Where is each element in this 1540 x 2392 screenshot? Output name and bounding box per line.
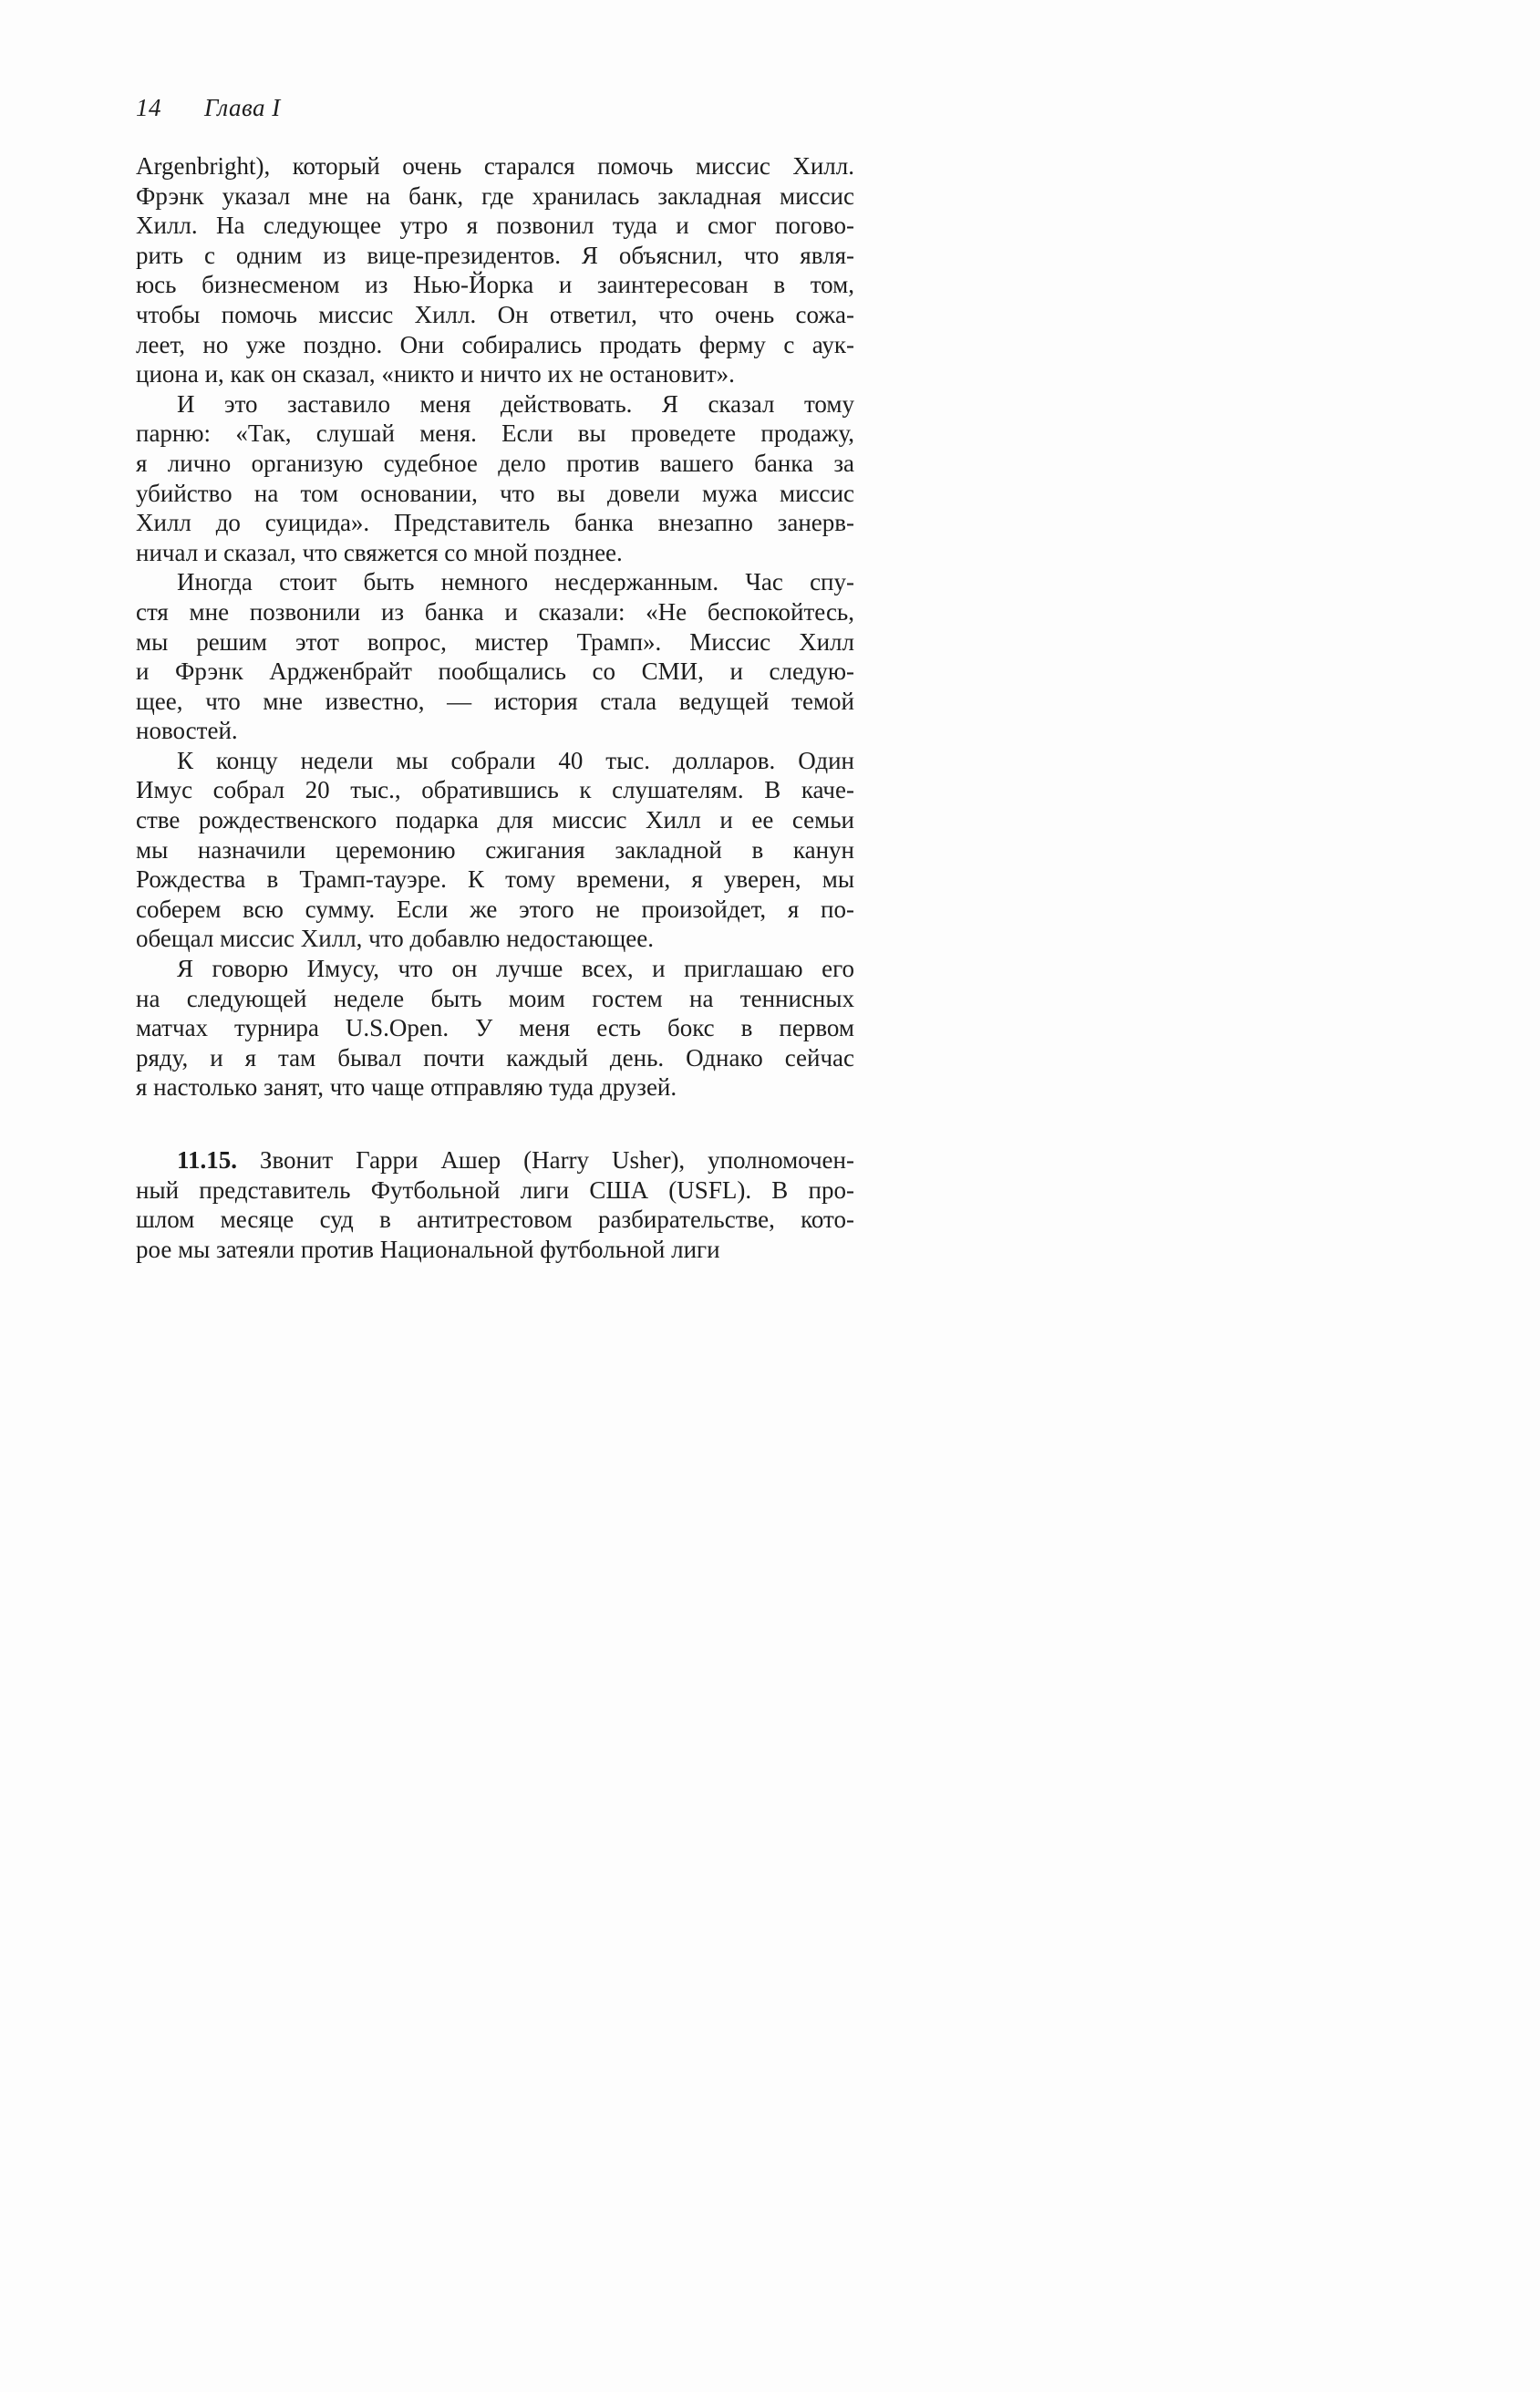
text-line: соберем всю сумму. Если же этого не произойдет, я по- (136, 895, 854, 923)
paragraph-4 (136, 746, 854, 954)
text-line: Я говорю Имусу, что он лучше всех, и приглашаю его (177, 955, 854, 983)
text-line: стя мне позвонили из банка и сказали: «Не беспокойтесь, (136, 597, 854, 626)
running-header (136, 94, 854, 122)
diary-entry-paragraph (136, 1145, 854, 1264)
text-line: я настолько занят, что чаще отправляю туда друзей. (136, 1073, 677, 1102)
text-line: циона и, как он сказал, «никто и ничто их не остановит». (136, 360, 735, 388)
text-line: убийство на том основании, что вы довели мужа миссис (136, 479, 854, 507)
text-line: щее, что мне известно, — история стала ведущей темой (136, 687, 854, 715)
text-line: на следующей неделе быть моим гостем на теннисных (136, 984, 854, 1012)
text-line: Хилл до суицида». Представитель банка внезапно занерв- (136, 509, 854, 537)
text-line: ряду, и я там бывал почти каждый день. Однако сейчас (136, 1043, 854, 1072)
page-number: 14 (136, 94, 161, 121)
text-line: Хилл. На следующее утро я позвонил туда и смог погово- (136, 212, 854, 240)
text-line: юсь бизнесменом из Нью-Йорка и заинтересован в том, (136, 271, 854, 299)
text-line: парню: «Так, слушай меня. Если вы проведете продажу, (136, 419, 854, 448)
text-line: и Фрэнк Ардженбрайт пообщались со СМИ, и следую- (136, 658, 854, 686)
text-line: Фрэнк указал мне на банк, где хранилась закладная миссис (136, 181, 854, 210)
text-line: чтобы помочь миссис Хилл. Он ответил, что очень сожа- (136, 300, 854, 328)
paragraph-3 (136, 567, 854, 746)
text-line: 11.15. Звонит Гарри Ашер (Harry Usher), уполномочен- (177, 1146, 854, 1174)
paragraph-5 (136, 954, 854, 1103)
text-line: ничал и сказал, что свяжется со мной позднее. (136, 538, 623, 566)
chapter-title: Глава I (204, 94, 281, 121)
text-line: К концу недели мы собрали 40 тыс. долларов. Один (177, 746, 854, 774)
text-line: Иногда стоит быть немного несдержанным. Час спу- (177, 568, 854, 596)
text-line: рить с одним из вице-президентов. Я объяснил, что явля- (136, 241, 854, 269)
paragraph-continuation (136, 151, 854, 389)
text-line: И это заставило меня действовать. Я сказал тому (177, 389, 854, 418)
text-line: рое мы затеяли против Национальной футбольной лиги (136, 1235, 720, 1263)
entry-time-label: 11.15. (177, 1146, 238, 1174)
text-line: я лично организую судебное дело против вашего банка за (136, 449, 854, 477)
text-line: новостей. (136, 717, 238, 745)
text-line: леет, но уже поздно. Они собирались продать ферму с аук- (136, 330, 854, 358)
text-line: ный представитель Футбольной лиги США (USFL). В про- (136, 1175, 854, 1204)
text-line: матчах турнира U.S.Open. У меня есть бокс в первом (136, 1014, 854, 1042)
text-line: обещал миссис Хилл, что добавлю недостающее. (136, 925, 654, 953)
text-line: Argenbright), который очень старался помочь миссис Хилл. (136, 152, 854, 180)
text-line: шлом месяце суд в антитрестовом разбирательстве, кото- (136, 1206, 854, 1234)
paragraph-2 (136, 389, 854, 568)
text-line: мы решим этот вопрос, мистер Трамп». Миссис Хилл (136, 627, 854, 656)
body-text (136, 151, 854, 1264)
text-line: Рождества в Трамп-тауэре. К тому времени, я уверен, мы (136, 865, 854, 894)
text-line: Имус собрал 20 тыс., обратившись к слушателям. В каче- (136, 776, 854, 804)
text-line: стве рождественского подарка для миссис Хилл и ее семьи (136, 806, 854, 834)
text-line: мы назначили церемонию сжигания закладной в канун (136, 835, 854, 864)
